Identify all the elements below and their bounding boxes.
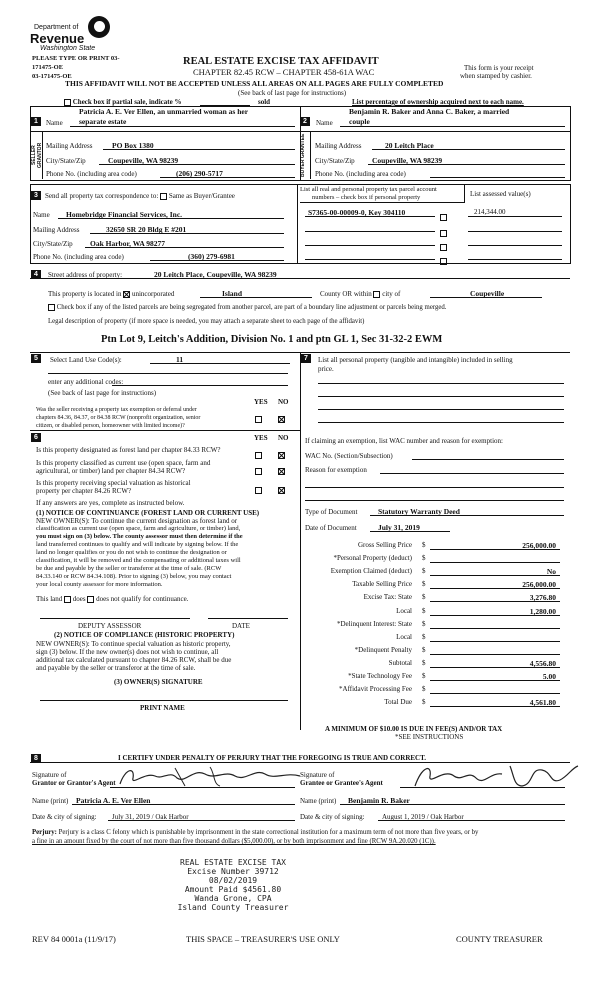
fin-row-dollar: $ xyxy=(422,685,426,693)
fin-row-label: Exemption Claimed (deduct) xyxy=(330,567,412,575)
historic-yes-checkbox[interactable] xyxy=(255,487,262,494)
tax-corr-row: Send all property tax correspondence to: Same as Buyer/Grantee xyxy=(45,192,235,200)
fin-row-line xyxy=(430,615,560,616)
assessed-value-header: List assessed value(s) xyxy=(470,190,531,198)
exempt-yes-checkbox[interactable] xyxy=(255,416,262,423)
minimum-note: A MINIMUM OF $10.00 IS DUE IN FEE(S) AND/OR TAX xyxy=(325,725,503,733)
notice2-line2: sign (3) below. If the new owner(s) does not wish to continue, all xyxy=(36,648,219,656)
fin-row-label: Local xyxy=(396,607,412,615)
fin-row-dollar: $ xyxy=(422,672,426,680)
stamp-line5: Wanda Grone, CPA xyxy=(194,894,272,903)
grantee-sig-label2: Grantee or Grantee's Agent xyxy=(300,779,383,787)
stamp-line3: 08/02/2019 xyxy=(208,876,258,885)
fin-row-dollar: $ xyxy=(422,593,426,601)
fin-row-label: Gross Selling Price xyxy=(357,541,412,549)
ref1: 171475-OE xyxy=(32,64,64,71)
fin-row-value: 3,276.80 xyxy=(529,593,556,602)
ref2: 03-171475-OE xyxy=(32,73,72,80)
grantor-date-label: Date & city of signing: xyxy=(32,813,97,821)
seller-phone: (206) 290-5717 xyxy=(176,169,223,178)
forest-yes-checkbox[interactable] xyxy=(255,452,262,459)
notice2-line3: additional tax calculated pursuant to chapter 84.26 RCW, shall be due xyxy=(36,656,232,664)
buyer-city-label: City/State/Zip xyxy=(315,157,355,165)
historic-no-checkbox[interactable] xyxy=(278,487,285,494)
sold-label: sold xyxy=(258,98,271,106)
fin-row-dollar: $ xyxy=(422,633,426,641)
see-back: (See back of last page for instructions) xyxy=(238,89,347,97)
seller-name-line2: separate estate xyxy=(79,117,127,126)
seller-phone-label: Phone No. (including area code) xyxy=(46,170,137,178)
fin-row-value: No xyxy=(546,567,556,576)
certify-statement: I CERTIFY UNDER PENALTY OF PERJURY THAT THE FOREGOING IS TRUE AND CORRECT. xyxy=(118,754,427,762)
if-yes-note: If any answers are yes, complete as instructed below. xyxy=(36,499,185,507)
does-not-checkbox[interactable] xyxy=(87,596,94,603)
sec6-no-header: NO xyxy=(278,434,289,442)
fin-row-line xyxy=(430,667,560,668)
please-type: PLEASE TYPE OR PRINT 03- xyxy=(32,55,120,62)
fin-row-label: Taxable Selling Price xyxy=(352,580,412,588)
tax-phone: (360) 279-6981 xyxy=(188,252,235,261)
current-use-no-checkbox[interactable] xyxy=(278,468,285,475)
historic-question-2: property per chapter 84.26 RCW? xyxy=(36,487,132,495)
seller-name-line1: Patricia A. E. Ver Ellen, an unmarried woman as her xyxy=(79,107,249,116)
fin-row-dollar: $ xyxy=(422,541,426,549)
tax-mail-label: Mailing Address xyxy=(33,226,80,234)
street-address: 20 Leitch Place, Coupeville, WA 98239 xyxy=(154,270,277,279)
parcel-checkbox-2[interactable] xyxy=(440,230,447,237)
notice-continuance-title: (1) NOTICE OF CONTINUANCE (FOREST LAND OR CURRENT USE) xyxy=(36,509,260,517)
notice1-line1: NEW OWNER(S): To continue the current designation as forest land or xyxy=(36,517,238,525)
parcel-number: S7365-00-00009-0, Key 304110 xyxy=(308,208,406,217)
tax-city: Oak Harbor, WA 98277 xyxy=(90,239,166,248)
grantee-date: August 1, 2019 / Oak Harbor xyxy=(382,813,464,821)
stamp-line6: Island County Treasurer xyxy=(177,903,289,912)
section-7-number: 7 xyxy=(301,354,311,363)
see-instructions: *SEE INSTRUCTIONS xyxy=(395,733,464,741)
tax-city-label: City/State/Zip xyxy=(33,240,73,248)
reason-label: Reason for exemption xyxy=(305,466,367,474)
does-checkbox[interactable] xyxy=(64,596,71,603)
fin-row-line xyxy=(430,680,560,681)
tax-phone-label: Phone No. (including area code) xyxy=(33,253,124,261)
perjury-line1: Perjury: Perjury is a class C felony which is punishable by imprisonment in the state correctional institution for a maximum term of not more than five years, or by xyxy=(32,829,479,836)
county-name: Island xyxy=(222,289,243,298)
seller-city: Coupeville, WA 98239 xyxy=(108,156,179,165)
buyer-side-label: BUYER GRANTEE xyxy=(300,133,306,177)
grantor-sig-label2: Grantor or Grantor's Agent xyxy=(32,779,116,787)
notice1-line9: your local county assessor for more information. xyxy=(36,581,163,588)
form-number: REV 84 0001a (11/9/17) xyxy=(32,934,116,944)
grantor-date: July 31, 2019 / Oak Harbor xyxy=(112,813,189,821)
stamp-line1: REAL ESTATE EXCISE TAX xyxy=(180,858,286,867)
buyer-name-line2: couple xyxy=(349,117,370,126)
buyer-mail: 20 Leitch Place xyxy=(385,141,434,150)
page-title: REAL ESTATE EXCISE TAX AFFIDAVIT xyxy=(183,56,379,67)
unincorporated-checkbox[interactable] xyxy=(123,291,130,298)
legal-description-label: Legal description of property (if more space is needed, you may attach a separate sheet to each page of the affidavit) xyxy=(48,318,365,325)
perjury-line2: a fine in an amount fixed by the court of not more than five thousand dollars ($5,000.00), or by both imprisonment and fine (RCW 9A.20.020 (1C)). xyxy=(32,838,436,845)
grantor-name-label: Name (print) xyxy=(32,797,69,805)
notice1-line7: be due and payable by the seller or transferor at the time of sale. (RCW xyxy=(36,565,222,572)
parcel-checkbox-3[interactable] xyxy=(440,244,447,251)
section-6-number: 6 xyxy=(31,433,41,442)
fin-row-dollar: $ xyxy=(422,620,426,628)
land-use-see-back: (See back of last page for instructions) xyxy=(48,389,157,397)
fin-row-dollar: $ xyxy=(422,567,426,575)
partial-sale-row: Check box if partial sale, indicate % xyxy=(64,98,181,106)
buyer-phone-label: Phone No. (including area code) xyxy=(315,170,406,178)
notice1-line6: classification, it will be removed and the compensating or additional taxes will xyxy=(36,557,241,564)
street-label: Street address of property: xyxy=(48,271,123,279)
parcel-checkbox-1[interactable] xyxy=(440,214,447,221)
deputy-assessor-label: DEPUTY ASSESSOR xyxy=(78,622,142,630)
chapter: CHAPTER 82.45 RCW – CHAPTER 458-61A WAC xyxy=(193,67,375,77)
seller-name-label: Name xyxy=(46,119,63,127)
buyer-city: Coupeville, WA 98239 xyxy=(372,156,443,165)
grantor-name: Patricia A. E. Ver Ellen xyxy=(76,796,151,805)
grantee-name: Benjamin R. Baker xyxy=(348,796,410,805)
fin-row-line xyxy=(430,628,560,629)
fin-row-dollar: $ xyxy=(422,580,426,588)
notice1-line5: land no longer qualifies or you do not wish to continue the designation or xyxy=(36,549,227,556)
parcel-header2: numbers – check box if personal property xyxy=(312,194,421,201)
section-3-number: 3 xyxy=(31,191,41,200)
fin-row-value: 4,556.80 xyxy=(529,659,556,668)
owner-signature-label: (3) OWNER(S) SIGNATURE xyxy=(114,678,203,686)
tax-mail: 32650 SR 20 Bldg E #201 xyxy=(106,225,187,234)
exempt-question-1: Was the seller receiving a property tax exemption or deferral under xyxy=(36,407,197,413)
fin-row-dollar: $ xyxy=(422,646,426,654)
same-as-buyer-checkbox[interactable] xyxy=(160,193,167,200)
treasurer-use-only: THIS SPACE – TREASURER'S USE ONLY xyxy=(186,934,340,944)
fin-row-line xyxy=(430,693,560,694)
legal-description: Ptn Lot 9, Leitch's Addition, Division No. 1 and ptn GL 1, Sec 31-32-2 EWM xyxy=(101,334,443,345)
notice1-line2: classification as current use (open space, farm and agriculture, or timber) land, xyxy=(36,525,241,532)
treasurer-stamp xyxy=(170,858,296,912)
receipt-note2: when stamped by cashier. xyxy=(460,72,532,80)
stamp-line4: Amount Paid $4561.80 xyxy=(184,885,282,894)
fin-row-value: 5.00 xyxy=(542,672,556,681)
fin-row-label: *State Technology Fee xyxy=(348,672,412,680)
fin-row-value: 256,000.00 xyxy=(522,580,556,589)
personal-property-label: List all personal property (tangible and intangible) included in selling xyxy=(318,356,513,364)
doc-date-label: Date of Document xyxy=(305,524,357,532)
forest-no-checkbox[interactable] xyxy=(278,452,285,459)
grantee-sig-label1: Signature of xyxy=(300,771,335,779)
notice-compliance-title: (2) NOTICE OF COMPLIANCE (HISTORIC PROPERTY) xyxy=(54,631,235,639)
land-use-code: 11 xyxy=(176,355,184,364)
fin-row-value: 1,280.00 xyxy=(529,607,556,616)
personal-property-label2: price. xyxy=(318,365,334,373)
doc-type-label: Type of Document xyxy=(305,508,358,516)
assessed-value: 214,344.00 xyxy=(474,208,506,216)
grantee-signature xyxy=(410,762,580,792)
tax-name-label: Name xyxy=(33,211,50,219)
land-use-label: Select Land Use Code(s): xyxy=(50,356,122,364)
fin-row-value: 4,561.80 xyxy=(529,698,556,707)
fin-row-line xyxy=(430,549,560,550)
exemption-label: If claiming an exemption, list WAC number and reason for exemption: xyxy=(305,437,503,445)
buyer-name-line1: Benjamin R. Baker and Anna C. Baker, a married xyxy=(349,107,510,116)
sec5-no-header: NO xyxy=(278,398,289,406)
exempt-question-3: citizen, or disabled person, homeowner with limited income)? xyxy=(36,423,185,429)
notice2-line4: and payable by the seller or transferor at the time of sale. xyxy=(36,664,196,672)
fin-row-label: Subtotal xyxy=(388,659,412,667)
wac-label: WAC No. (Section/Subsection) xyxy=(305,452,393,460)
fin-row-label: Excise Tax: State xyxy=(363,593,412,601)
fin-row-dollar: $ xyxy=(422,698,426,706)
fin-row-line xyxy=(430,575,560,576)
doc-type: Statutory Warranty Deed xyxy=(378,507,460,516)
fin-row-line xyxy=(430,654,560,655)
forest-land-question: Is this property designated as forest land per chapter 84.33 RCW? xyxy=(36,446,221,454)
dept-line2: Revenue xyxy=(30,31,85,46)
grantee-name-label: Name (print) xyxy=(300,797,337,805)
notice1-line8: 84.33.140 or RCW 84.34.108). Prior to signing (3) below, you may contact xyxy=(36,573,232,580)
fin-row-dollar: $ xyxy=(422,607,426,615)
deputy-date-label: DATE xyxy=(232,622,250,630)
notice1-line3: you must sign on (3) below. The county assessor must then determine if the xyxy=(36,533,243,540)
grantee-date-label: Date & city of signing: xyxy=(300,813,365,821)
notice2-line1: NEW OWNER(S): To continue special valuation as historic property, xyxy=(36,640,231,648)
section-4-number: 4 xyxy=(31,270,41,279)
partial-sale-checkbox[interactable] xyxy=(64,99,71,106)
city-checkbox[interactable] xyxy=(373,291,380,298)
exempt-no-checkbox[interactable] xyxy=(278,416,285,423)
fin-row-line xyxy=(430,641,560,642)
parcel-header1: List all real and personal property tax parcel account xyxy=(300,186,437,193)
additional-codes-label: enter any additional codes: xyxy=(48,378,124,386)
section-2-number: 2 xyxy=(300,117,310,126)
fin-row-dollar: $ xyxy=(422,659,426,667)
fin-row-line xyxy=(430,562,560,563)
city-name: Coupeville xyxy=(470,289,505,298)
seller-mail-label: Mailing Address xyxy=(46,142,93,150)
doc-date: July 31, 2019 xyxy=(378,523,420,532)
fin-row-line xyxy=(430,706,560,707)
fin-row-label: *Personal Property (deduct) xyxy=(333,554,412,562)
parcel-checkbox-4[interactable] xyxy=(440,258,447,265)
segregated-checkbox[interactable] xyxy=(48,304,55,311)
county-treasurer: COUNTY TREASURER xyxy=(456,934,543,944)
section-8-number: 8 xyxy=(31,754,41,763)
seller-city-label: City/State/Zip xyxy=(46,157,86,165)
receipt-note1: This form is your receipt xyxy=(464,64,534,72)
fin-row-value: 256,000.00 xyxy=(522,541,556,550)
grantor-signature xyxy=(115,764,305,790)
dept-line3: Washington State xyxy=(40,45,96,52)
fin-row-label: *Affidavit Processing Fee xyxy=(339,685,412,693)
county-or-row: County OR within city of xyxy=(320,290,401,298)
fin-row-line xyxy=(430,601,560,602)
fin-row-label: *Delinquent Interest: State xyxy=(336,620,412,628)
current-use-yes-checkbox[interactable] xyxy=(255,468,262,475)
historic-question-1: Is this property receiving special valuation as historical xyxy=(36,479,191,487)
section-5-number: 5 xyxy=(31,354,41,363)
fin-row-label: *Delinquent Penalty xyxy=(354,646,412,654)
section-1-number: 1 xyxy=(31,117,41,126)
warning: THIS AFFIDAVIT WILL NOT BE ACCEPTED UNLESS ALL AREAS ON ALL PAGES ARE FULLY COMPLETED xyxy=(65,79,444,88)
stamp-line2: Excise Number 39712 xyxy=(187,867,279,876)
grantor-sig-label1: Signature of xyxy=(32,771,67,779)
fin-row-dollar: $ xyxy=(422,554,426,562)
notice1-line4: land transferred continues to qualify and will indicate by signing below. If the xyxy=(36,541,239,548)
tax-name: Homebridge Financial Services, Inc. xyxy=(66,210,183,219)
sec5-yes-header: YES xyxy=(254,398,268,406)
seller-mail: PO Box 1380 xyxy=(112,141,154,150)
exempt-question-2: chapters 84.36, 84.37, or 84.38 RCW (nonprofit organization, senior xyxy=(36,415,201,421)
current-use-question-1: Is this property classified as current use (open space, farm and xyxy=(36,459,211,467)
buyer-mail-label: Mailing Address xyxy=(315,142,362,150)
sec6-yes-header: YES xyxy=(254,434,268,442)
buyer-name-label: Name xyxy=(316,119,333,127)
pct-list: List percentage of ownership acquired next to each name. xyxy=(352,98,524,106)
print-name-label: PRINT NAME xyxy=(140,704,185,712)
current-use-question-2: agricultural, or timber) land per chapter 84.34 RCW? xyxy=(36,467,186,475)
fin-row-label: Total Due xyxy=(384,698,412,706)
segregated-row: Check box if any of the listed parcels are being segregated from another parcel, are part of a boundary line adjustment or parcels being merged. xyxy=(48,304,447,312)
dept-line1: Department of xyxy=(34,24,79,31)
this-land-row: This land does does not qualify for continuance. xyxy=(36,595,189,603)
fin-row-label: Local xyxy=(396,633,412,641)
fin-row-line xyxy=(430,588,560,589)
seller-side-label: SELLER GRANTOR xyxy=(31,142,43,168)
location-row: This property is located in unincorporated xyxy=(48,290,175,298)
